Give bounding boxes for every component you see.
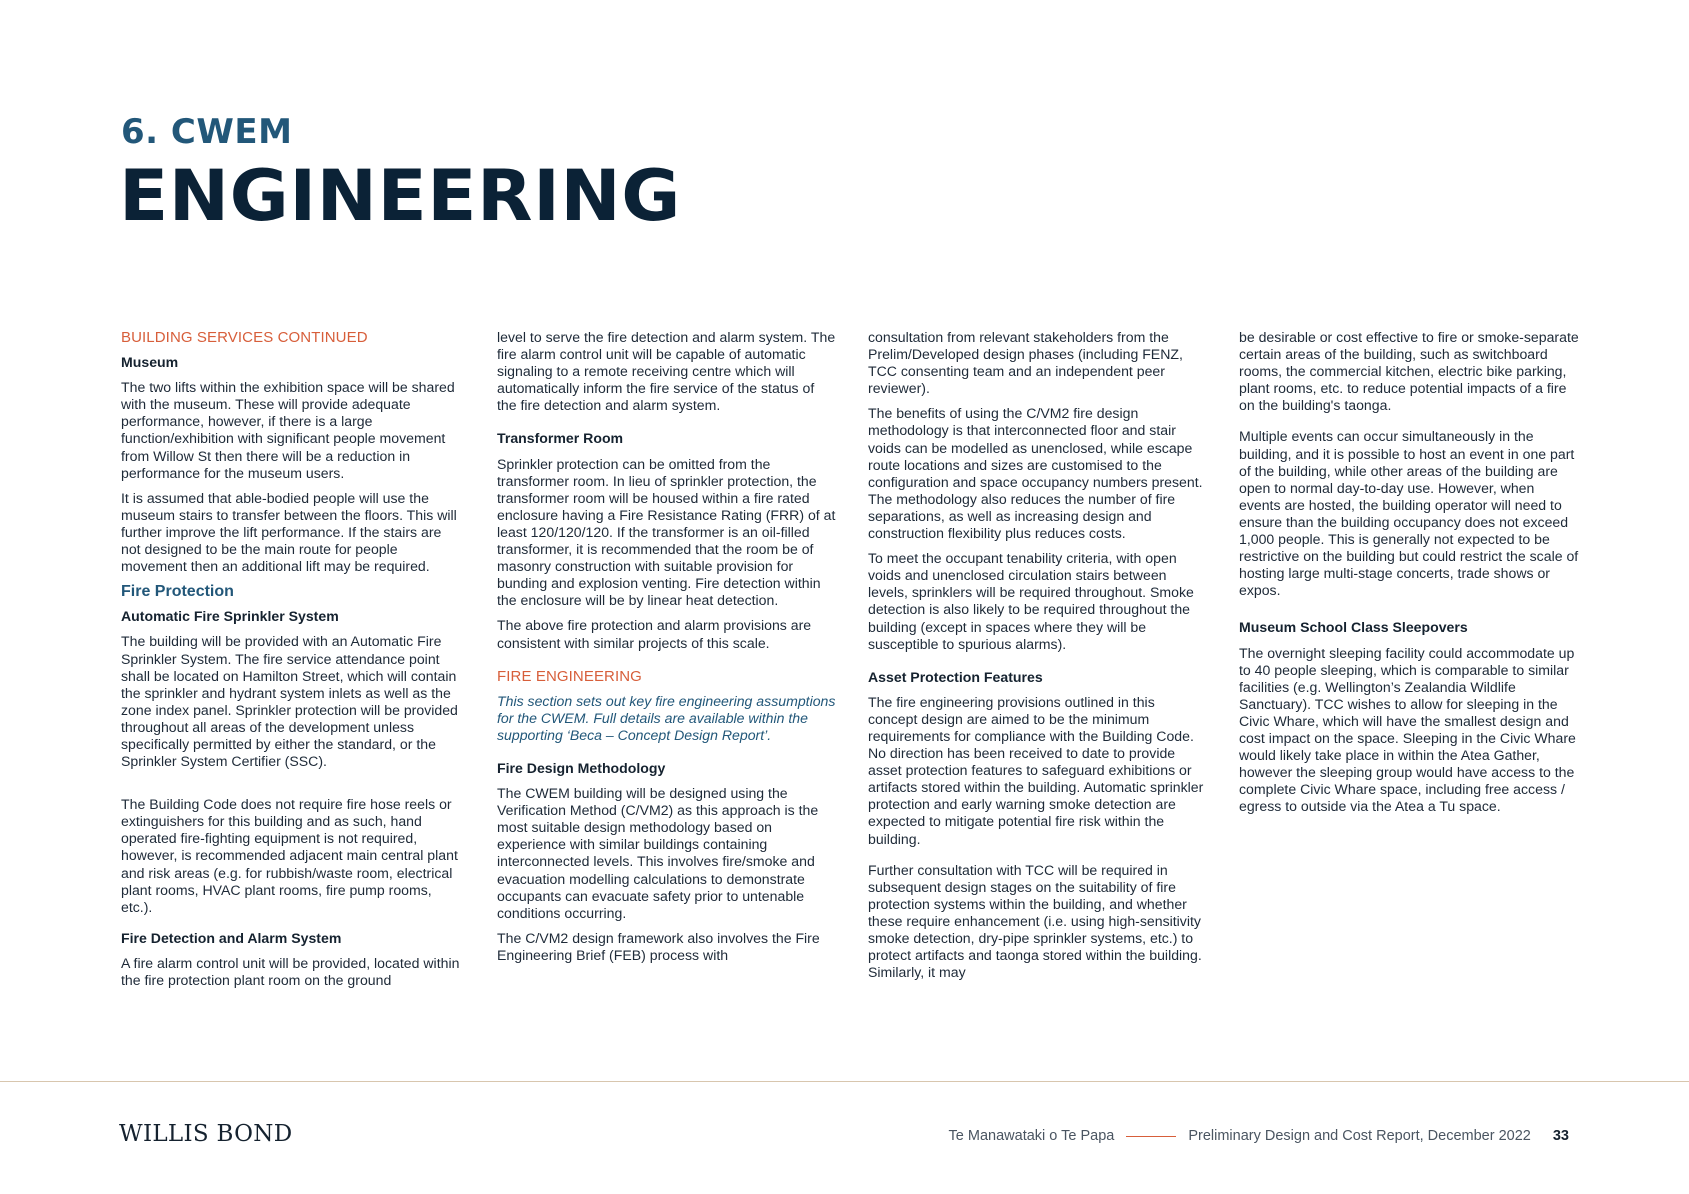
subheading-asset-protection: Asset Protection Features bbox=[868, 668, 1043, 685]
subheading-sleepovers: Museum School Class Sleepovers bbox=[1239, 619, 1468, 636]
paragraph: It is assumed that able-bodied people will use the museum stairs to transfer between the floors. This will further improve the lift performance. If the stairs are not designed to be the main route for people movement then an additional lift may be required. bbox=[121, 489, 457, 575]
paragraph: Multiple events can occur simultaneously in the building, and it is possible to host an event in one part of the building, while other areas of the building are open to normal day-to-day use. However, when events are hosted, the building operator will need to ensure than the building occupancy does not exceed 1,000 people. This is generally not expected to be restrictive on the building but could restrict the scale of hosting large multi-stage concerts, trade shows or expos. bbox=[1239, 428, 1579, 599]
paragraph: A fire alarm control unit will be provided, located within the fire protection plant room on the ground bbox=[121, 954, 460, 988]
section-number: 6. CWEM bbox=[121, 112, 293, 152]
footer-separator bbox=[1126, 1136, 1176, 1137]
paragraph: The fire engineering provisions outlined in this concept design are aimed to be the minimum requirements for compliance with the Building Code. No direction has been received to date to provide asset protection features to safeguard exhibitions or artifacts stored within the building. Automatic sprinkler protection and early warning smoke detection are expected to mitigate potential fire risk within the building. bbox=[868, 693, 1204, 847]
section-heading-building-services: BUILDING SERVICES CONTINUED bbox=[121, 329, 368, 346]
spacer bbox=[121, 778, 461, 796]
page-title: ENGINEERING bbox=[119, 155, 681, 237]
paragraph: Sprinkler protection can be omitted from the transformer room. In lieu of sprinkler protection, the transformer room will be housed within a fire rated enclosure having a Fire Resistance Rating (FRR) of at least 120/120/120. If the transformer is an oil-filled transformer, it is recommended that the room be of masonry construction with suitable provision for bunding and explosion venting. Fire detection within the enclosure will be by linear heat detection. bbox=[497, 455, 836, 609]
subheading-sprinkler: Automatic Fire Sprinkler System bbox=[121, 608, 339, 625]
footer-report-name: Preliminary Design and Cost Report, December 2022 bbox=[1188, 1128, 1531, 1144]
paragraph: be desirable or cost effective to fire or smoke-separate certain areas of the building, such as switchboard rooms, the commercial kitchen, electric bike parking, plant rooms, etc. to reduce potential impacts of a fire on the building's taonga. bbox=[1239, 329, 1579, 414]
paragraph: consultation from relevant stakeholders from the Prelim/Developed design phases (including FENZ, TCC consenting team and an independent peer reviewer). bbox=[868, 329, 1183, 397]
page-number: 33 bbox=[1552, 1128, 1569, 1144]
section-heading-fire-protection: Fire Protection bbox=[121, 583, 234, 601]
column-2 bbox=[497, 329, 837, 972]
column-1 bbox=[121, 329, 461, 997]
willis-bond-logo: WILLIS BOND bbox=[119, 1121, 293, 1147]
subheading-transformer: Transformer Room bbox=[497, 430, 624, 447]
column-4 bbox=[1239, 329, 1579, 823]
paragraph: The CWEM building will be designed using the Verification Method (C/VM2) as this approach is the most suitable design methodology based on experience with similar buildings containing interconnected levels. This involves fire/smoke and evacuation modelling calculations to demonstrate occupants can evacuate safety prior to untenable conditions occurring. bbox=[497, 785, 819, 921]
subheading-methodology: Fire Design Methodology bbox=[497, 759, 666, 776]
section-intro: This section sets out key fire engineering assumptions for the CWEM. Full details are available within the supporting ‘Beca – Concept Design Report’. bbox=[497, 692, 836, 743]
footer bbox=[949, 1128, 1569, 1144]
paragraph: The two lifts within the exhibition space will be shared with the museum. These will provide adequate performance, however, if there is a large function/exhibition with significant people movement from Willow St then there will be a reduction in performance for the museum users. bbox=[121, 379, 455, 481]
section-heading-fire-engineering: FIRE ENGINEERING bbox=[497, 667, 642, 685]
paragraph: Further consultation with TCC will be required in subsequent design stages on the suitability of fire protection systems within the building, and whether these require enhancement (i.e. using high-sensitivity smoke detection, dry-pipe sprinkler systems, etc.) to protect artifacts and taonga stored within the building. Similarly, it may bbox=[868, 861, 1202, 981]
paragraph: The building will be provided with an Automatic Fire Sprinkler System. The fire service attendance point shall be located on Hamilton Street, which will contain the sprinkler and hydrant system inlets as well as the zone index panel. Sprinkler protection will be provided throughout all areas of the development unless specifically permitted by either the standard, or the Sprinkler System Certifier (SSC). bbox=[121, 633, 458, 770]
paragraph: The C/VM2 design framework also involves the Fire Engineering Brief (FEB) process with bbox=[497, 929, 820, 963]
paragraph: The Building Code does not require fire hose reels or extinguishers for this building and as such, hand operated fire-fighting equipment is not required, however, is recommended adjacent main central plant and risk areas (e.g. for rubbish/waste room, electrical plant rooms, HVAC plant rooms, fire pump rooms, etc.). bbox=[121, 796, 458, 915]
column-3 bbox=[868, 329, 1208, 989]
paragraph: To meet the occupant tenability criteria, with open voids and unenclosed circulation stairs between levels, sprinklers will be required throughout. Smoke detection is also likely to be required throughout the building (except in spaces where they will be susceptible to spurious alarms). bbox=[868, 550, 1194, 652]
paragraph: The above fire protection and alarm provisions are consistent with similar projects of this scale. bbox=[497, 617, 812, 651]
paragraph: level to serve the fire detection and alarm system. The fire alarm control unit will be capable of automatic signaling to a remote receiving centre which will automatically inform the fire service of the status of the fire detection and alarm system. bbox=[497, 329, 836, 414]
subheading-detection: Fire Detection and Alarm System bbox=[121, 929, 342, 946]
footer-project-name: Te Manawataki o Te Papa bbox=[948, 1128, 1115, 1144]
footer-divider bbox=[0, 1081, 1689, 1082]
paragraph: The benefits of using the C/VM2 fire design methodology is that interconnected floor and stair voids can be modelled as unenclosed, while escape route locations and sizes are customised to the configuration and space occupancy numbers present. The methodology also reduces the number of fire separations, as well as increasing design and construction flexibility plus reduces costs. bbox=[868, 405, 1203, 542]
paragraph: The overnight sleeping facility could accommodate up to 40 people sleeping, which is comparable to similar facilities (e.g. Wellington’s Zealandia Wildlife Sanctuary). TCC wishes to allow for sleeping in the Civic Whare, which will have the smallest design and cost impact on the space. Sleeping in the Civic Whare would likely take place in within the Atea Gather, however the sleeping group would have access to the complete Civic Whare space, including free access / egress to outside via the Atea a Tu space. bbox=[1239, 644, 1576, 815]
subheading-museum: Museum bbox=[121, 354, 179, 371]
